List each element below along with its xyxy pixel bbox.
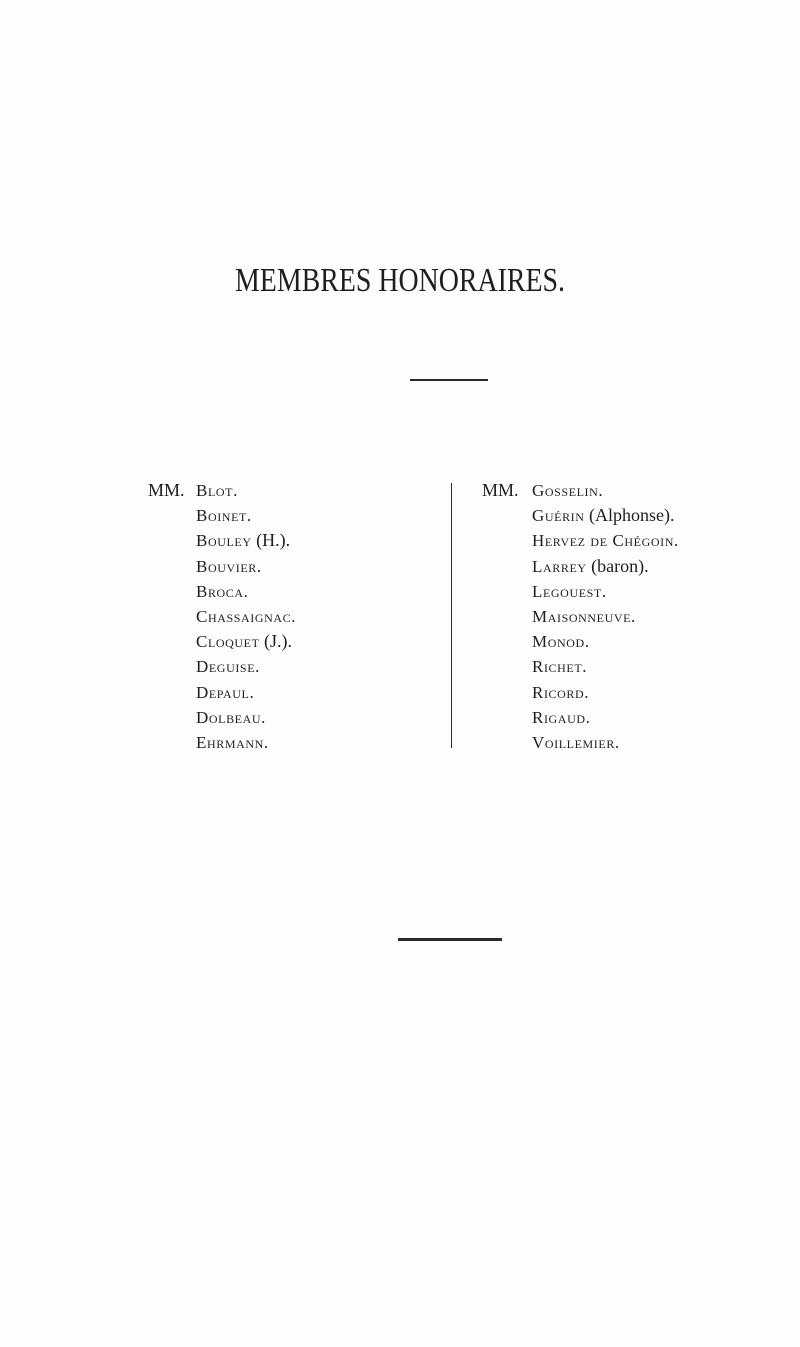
member-name: Dolbeau.	[196, 707, 266, 727]
column-divider	[451, 483, 452, 748]
member-name: Gosselin.	[532, 481, 604, 500]
member-name: Deguise.	[196, 657, 260, 677]
member-name: Ricord.	[532, 682, 590, 702]
left-member-list	[196, 478, 296, 755]
member-name: Voillemier.	[532, 732, 620, 752]
member-name: Guérin (Alphonse).	[532, 505, 675, 526]
member-name: Maisonneuve.	[532, 606, 636, 626]
member-name: Larrey (baron).	[532, 555, 649, 576]
member-name: Cloquet (J.).	[196, 631, 293, 652]
member-name: Broca.	[196, 581, 249, 601]
member-name: Hervez de Chégoin.	[532, 531, 679, 551]
page-title: MEMBRES HONORAIRES.	[235, 262, 565, 299]
right-member-list	[532, 478, 679, 755]
member-name: Bouley (H.).	[196, 530, 291, 551]
member-name: Boinet.	[196, 506, 252, 526]
member-name: Depaul.	[196, 682, 255, 702]
closing-rule	[398, 938, 502, 941]
left-prefix: MM.	[148, 480, 185, 500]
member-name: Chassaignac.	[196, 606, 297, 626]
title-rule	[410, 379, 488, 381]
member-name: Monod.	[532, 632, 590, 652]
member-name: Legouest.	[532, 581, 607, 601]
right-prefix: MM.	[482, 480, 519, 500]
member-name: Ehrmann.	[196, 732, 269, 752]
member-name: Richet.	[532, 657, 588, 677]
member-name: Blot.	[196, 481, 238, 500]
member-name: Rigaud.	[532, 707, 591, 727]
member-name: Bouvier.	[196, 556, 262, 576]
